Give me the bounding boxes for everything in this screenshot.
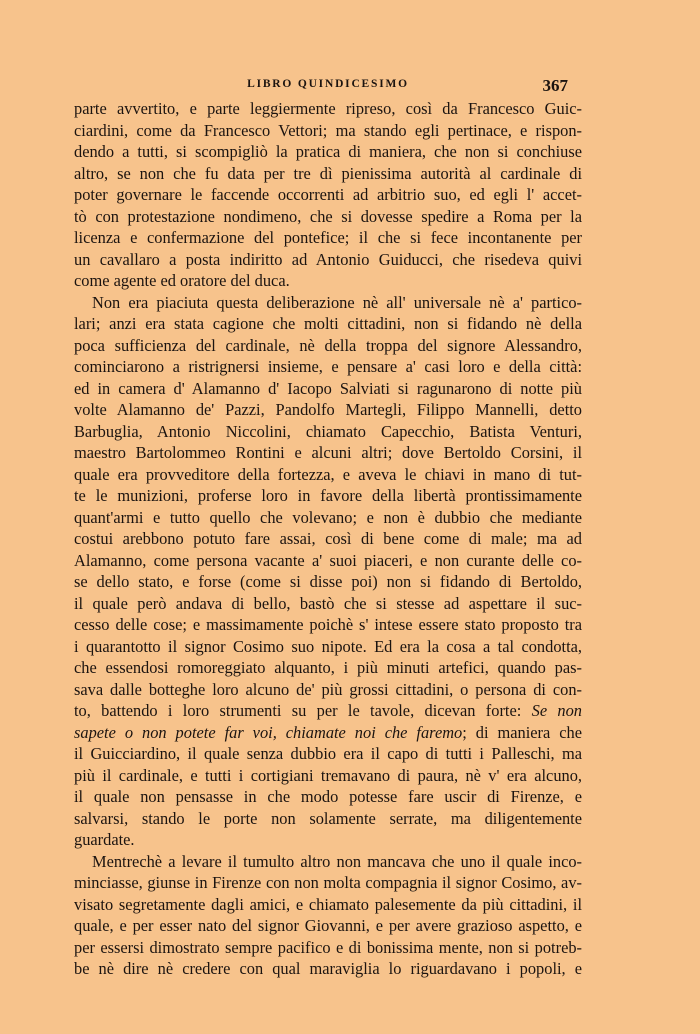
text-line-content: come agente ed oratore del duca. bbox=[74, 271, 290, 290]
text-line-content: cesso delle cose; e massimamente poichè s' intese essere stato proposto tra bbox=[74, 615, 582, 634]
text-line-content: salvarsi, stando le porte non solamente serrate, ma diligentemente bbox=[74, 808, 582, 828]
text-line bbox=[74, 378, 582, 400]
page-header bbox=[74, 76, 582, 98]
text-line bbox=[74, 636, 582, 658]
text-line bbox=[74, 743, 582, 765]
text-line bbox=[74, 270, 582, 292]
text-line bbox=[74, 786, 582, 808]
text-line-content: Alamanno, come persona vacante a' suoi piaceri, e non curante delle co- bbox=[74, 550, 582, 570]
text-line bbox=[74, 550, 582, 572]
text-line bbox=[74, 679, 582, 701]
text-line-content: quale era provveditore della fortezza, e aveva le chiavi in mano di tut- bbox=[74, 464, 582, 484]
text-line bbox=[74, 894, 582, 916]
text-line-content: lari; anzi era stata cagione che molti cittadini, non si fidando nè della bbox=[74, 314, 582, 333]
running-title: LIBRO QUINDICESIMO bbox=[247, 78, 409, 90]
text-line-content: Mentrechè a levare il tumulto altro non mancava che uno il quale inco- bbox=[92, 851, 582, 871]
text-line-content: poca sufficienza del cardinale, nè della troppa del signore Alessandro, bbox=[74, 335, 582, 355]
text-line-content: i quarantotto il signor Cosimo suo nipote. Ed era la cosa a tal condotta, bbox=[74, 636, 582, 656]
text-line bbox=[74, 206, 582, 228]
text-line bbox=[74, 722, 582, 744]
text-line-content: Barbuglia, Antonio Niccolini, chiamato Capecchio, Batista Venturi, bbox=[74, 421, 582, 441]
text-line bbox=[74, 141, 582, 163]
text-line bbox=[74, 571, 582, 593]
text-line bbox=[74, 829, 582, 851]
text-line-continuation: ; di maniera che bbox=[462, 722, 582, 742]
text-line-content: per essersi dimostrato sempre pacifico e di bonissima mente, non si potreb- bbox=[74, 937, 582, 957]
text-line bbox=[74, 98, 582, 120]
text-line bbox=[74, 937, 582, 959]
text-line bbox=[74, 872, 582, 894]
text-line bbox=[74, 507, 582, 529]
text-line-content: sava dalle botteghe loro alcuno de' più grossi cittadini, o persona di con- bbox=[74, 679, 582, 699]
text-line bbox=[74, 485, 582, 507]
text-line bbox=[74, 614, 582, 636]
text-line-content: te le munizioni, proferse loro in favore della libertà prontissimamente bbox=[74, 486, 582, 505]
text-line bbox=[74, 249, 582, 271]
text-line-content: minciasse, giunse in Firenze con non molta compagnia il signor Cosimo, av- bbox=[74, 873, 582, 892]
text-line bbox=[74, 313, 582, 335]
text-line-content: ciardini, come da Francesco Vettori; ma stando egli pertinace, e rispon- bbox=[74, 120, 582, 140]
text-line-content: visato segretamente dagli amici, e chiamato palesemente da più cittadini, il bbox=[74, 894, 582, 914]
text-line bbox=[74, 851, 582, 873]
text-line-content: maestro Bartolommeo Rontini e alcuni altri; dove Bertoldo Corsini, il bbox=[74, 443, 582, 462]
text-line bbox=[74, 227, 582, 249]
text-line bbox=[74, 808, 582, 830]
text-line bbox=[74, 765, 582, 787]
text-line-content: il quale però andava di bello, bastò che si stesse ad aspettare il suc- bbox=[74, 593, 582, 613]
text-line-content: volte Alamanno de' Pazzi, Pandolfo Martegli, Filippo Mannelli, detto bbox=[74, 400, 582, 419]
text-line bbox=[74, 356, 582, 378]
text-line bbox=[74, 399, 582, 421]
text-line bbox=[74, 528, 582, 550]
text-line bbox=[74, 163, 582, 185]
text-line bbox=[74, 593, 582, 615]
text-line-content: quant'armi e tutto quello che volevano; e non è dubbio che mediante bbox=[74, 507, 582, 527]
text-line bbox=[74, 464, 582, 486]
text-line-content: guardate. bbox=[74, 830, 135, 849]
text-line-content: il Guicciardino, il quale senza dubbio era il capo di tutti i Palleschi, ma bbox=[74, 744, 582, 763]
text-line-content: to, battendo i loro strumenti su per le tavole, dicevan forte: bbox=[74, 701, 522, 720]
page-number: 367 bbox=[542, 76, 568, 95]
text-line-content: che essendosi romoreggiato alquanto, i più minuti artefici, quando pas- bbox=[74, 658, 582, 677]
text-line-content: ed in camera d' Alamanno d' Iacopo Salviati si ragunarono di notte più bbox=[74, 378, 582, 398]
text-line-content: parte avvertito, e parte leggiermente ripreso, così da Francesco Guic- bbox=[74, 99, 582, 118]
text-line-content: poter governare le faccende occorrenti ad arbitrio suo, ed egli l' accet- bbox=[74, 185, 582, 204]
text-line-content: be nè dire nè credere con qual maraviglia lo riguardavano i popoli, e bbox=[74, 959, 582, 978]
text-line bbox=[74, 915, 582, 937]
text-line bbox=[74, 292, 582, 314]
text-line-content: quale, e per esser nato del signor Giovanni, e per avere grazioso aspetto, e bbox=[74, 916, 582, 935]
italic-quote: sapete o non potete far voi, chiamate noi che faremo bbox=[74, 722, 463, 742]
text-line-content: Non era piaciuta questa deliberazione nè all' universale nè a' partico- bbox=[92, 292, 582, 312]
text-line-content: cominciarono a ristrignersi insieme, e pensare a' casi loro e della città: bbox=[74, 357, 582, 376]
text-line-content: il quale non pensasse in che modo potesse fare uscir di Firenze, e bbox=[74, 787, 582, 806]
text-line bbox=[74, 442, 582, 464]
text-line bbox=[74, 958, 582, 980]
text-line-content: dendo a tutti, si scompigliò la pratica di maniera, che non si conchiuse bbox=[74, 142, 582, 161]
text-line bbox=[74, 184, 582, 206]
body-text bbox=[74, 98, 582, 980]
text-line bbox=[74, 421, 582, 443]
text-line-content: più il cardinale, e tutti i cortigiani tremavano di paura, nè v' era alcuno, bbox=[74, 765, 582, 785]
text-line-content: licenza e confermazione del pontefice; il che si fece incontanente per bbox=[74, 228, 582, 247]
text-line-content: costui arebbono potuto fare assai, così di bene come di male; ma ad bbox=[74, 529, 582, 548]
text-line-content: se dello stato, e forse (come si disse poi) non si fidando di Bertoldo, bbox=[74, 572, 582, 591]
text-line bbox=[74, 700, 582, 722]
text-line bbox=[74, 120, 582, 142]
text-line bbox=[74, 335, 582, 357]
text-line-content: tò con protestazione nondimeno, che si dovesse spedire a Roma per la bbox=[74, 206, 582, 226]
text-line bbox=[74, 657, 582, 679]
text-line-content: un cavallaro a posta indiritto ad Antonio Guiducci, che risedeva quivi bbox=[74, 249, 582, 269]
italic-quote: Se non bbox=[531, 701, 583, 720]
text-line-content: altro, se non che fu data per tre dì pienissima autorità al cardinale di bbox=[74, 163, 582, 183]
